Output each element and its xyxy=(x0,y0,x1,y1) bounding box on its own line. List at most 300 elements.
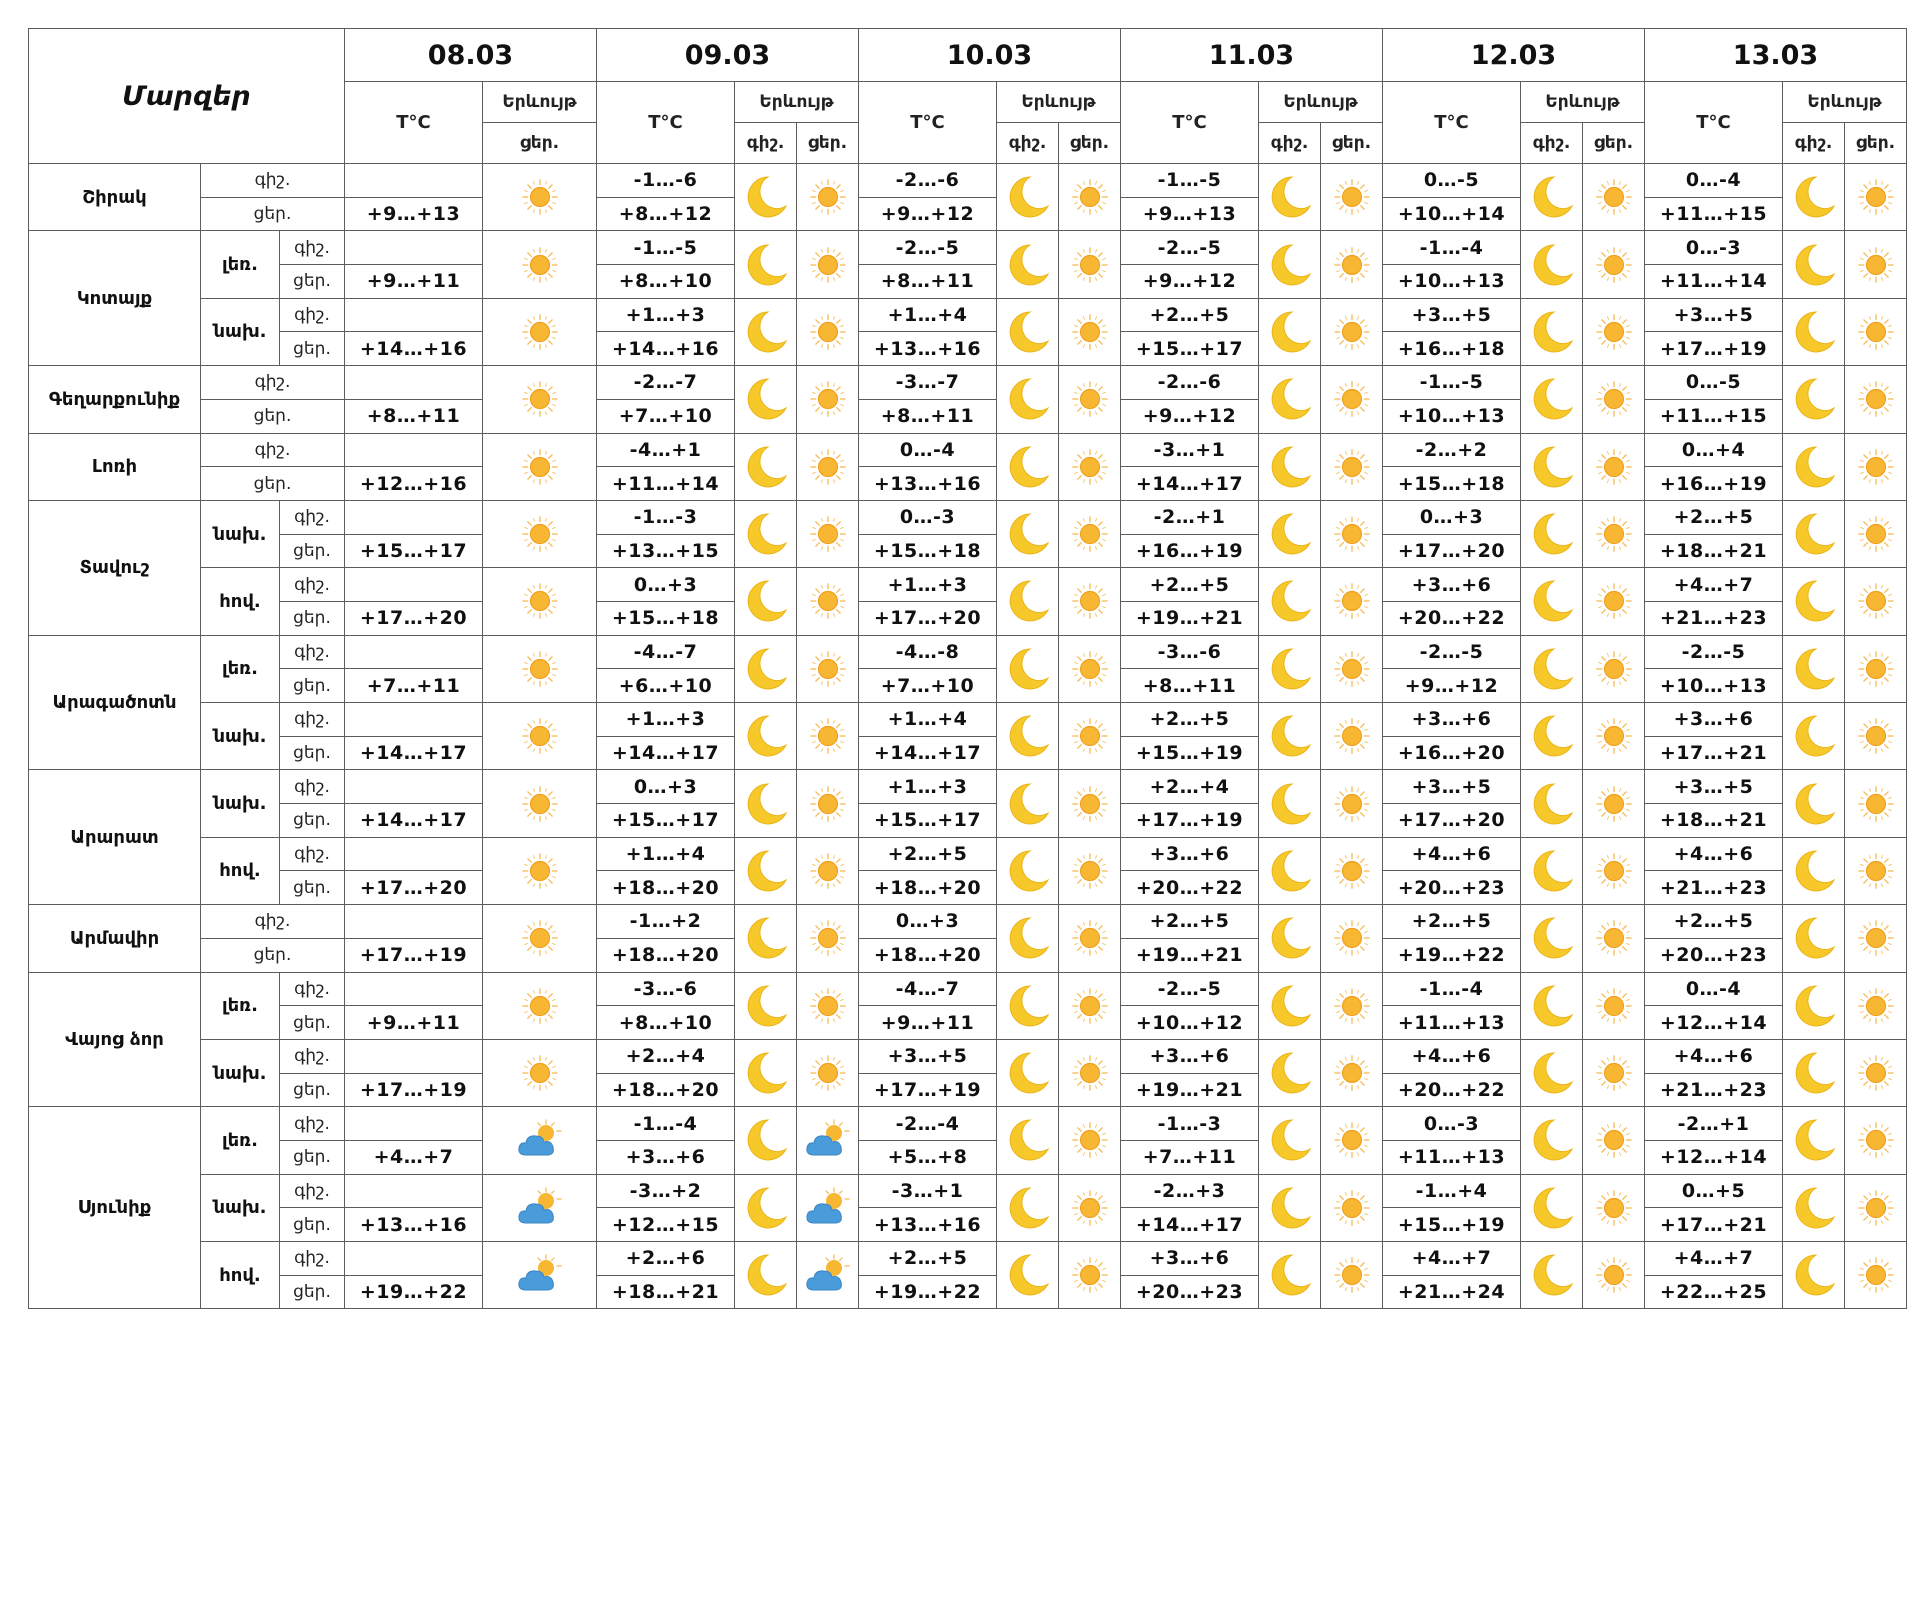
weather-icon-cell xyxy=(1259,568,1321,635)
night-temperature: -4…-7 xyxy=(859,972,997,1006)
night-temperature xyxy=(345,500,483,534)
night-temperature: -3…-6 xyxy=(597,972,735,1006)
day-temperature: +17…+20 xyxy=(345,601,483,635)
day-temperature: +15…+18 xyxy=(1383,467,1521,501)
moon-icon xyxy=(1005,1185,1051,1231)
sun-icon xyxy=(1857,178,1895,216)
sun-icon xyxy=(1857,515,1895,553)
night-label: գիշ. xyxy=(280,1242,345,1276)
weather-icon-cell xyxy=(735,433,797,500)
day-temperature: +9…+13 xyxy=(1121,197,1259,231)
day-temperature: +14…+16 xyxy=(597,332,735,366)
sun-icon xyxy=(1071,852,1109,890)
night-temperature: +3…+6 xyxy=(1121,1039,1259,1073)
weather-icon-cell xyxy=(735,568,797,635)
night-temperature: -1…-3 xyxy=(597,500,735,534)
phenomenon-header: Երևույթ xyxy=(483,82,597,123)
cloud-sun-icon xyxy=(516,1119,564,1161)
night-temperature xyxy=(345,905,483,939)
sun-icon xyxy=(809,380,847,418)
sun-icon xyxy=(1333,650,1371,688)
sun-icon xyxy=(1333,1189,1371,1227)
weather-icon-cell xyxy=(1521,837,1583,904)
day-temperature: +14…+17 xyxy=(859,736,997,770)
day-temperature: +16…+18 xyxy=(1383,332,1521,366)
weather-icon-cell xyxy=(1521,298,1583,365)
weather-icon-cell xyxy=(1259,1039,1321,1106)
day-temperature: +19…+22 xyxy=(345,1275,483,1309)
weather-icon-cell xyxy=(797,500,859,567)
day-header: ցեր. xyxy=(797,123,859,164)
day-temperature: +14…+17 xyxy=(597,736,735,770)
day-label: ցեր. xyxy=(280,1073,345,1107)
weather-icon-cell xyxy=(1521,366,1583,433)
weather-icon-cell xyxy=(1583,231,1645,298)
night-temperature: +2…+4 xyxy=(597,1039,735,1073)
day-temperature: +9…+11 xyxy=(345,1006,483,1040)
day-temperature: +20…+23 xyxy=(1383,871,1521,905)
night-temperature: -3…+2 xyxy=(597,1174,735,1208)
weather-icon-cell xyxy=(997,1107,1059,1174)
moon-icon xyxy=(743,578,789,624)
date-header: 12.03 xyxy=(1383,29,1645,82)
moon-icon xyxy=(1529,713,1575,759)
weather-icon-cell xyxy=(997,298,1059,365)
table-row xyxy=(29,500,1907,534)
weather-icon-cell xyxy=(1259,366,1321,433)
night-header: գիշ. xyxy=(1521,123,1583,164)
weather-icon-cell xyxy=(1259,1107,1321,1174)
weather-icon-cell xyxy=(1521,635,1583,702)
night-temperature: +2…+5 xyxy=(1383,905,1521,939)
day-temperature: +17…+21 xyxy=(1645,736,1783,770)
weather-icon-cell xyxy=(483,298,597,365)
weather-icon-cell xyxy=(1783,703,1845,770)
weather-icon-cell xyxy=(1783,1174,1845,1241)
sun-icon xyxy=(809,919,847,957)
sun-icon xyxy=(1857,313,1895,351)
weather-icon-cell xyxy=(483,972,597,1039)
night-label: գիշ. xyxy=(280,1174,345,1208)
night-temperature: +2…+5 xyxy=(1121,568,1259,602)
day-temperature: +17…+19 xyxy=(345,938,483,972)
cloud-sun-icon xyxy=(516,1187,564,1229)
weather-icon-cell xyxy=(1521,231,1583,298)
weather-icon-cell xyxy=(1783,972,1845,1039)
weather-icon-cell xyxy=(1783,635,1845,702)
night-temperature: -1…-5 xyxy=(1121,164,1259,198)
moon-icon xyxy=(743,983,789,1029)
night-temperature: -2…-6 xyxy=(1121,366,1259,400)
weather-icon-cell xyxy=(1583,1242,1645,1309)
night-temperature: -2…-5 xyxy=(1383,635,1521,669)
weather-icon-cell xyxy=(1059,433,1121,500)
night-temperature: +2…+5 xyxy=(1645,905,1783,939)
weather-icon-cell xyxy=(1583,500,1645,567)
day-temperature: +20…+23 xyxy=(1645,938,1783,972)
day-temperature: +8…+11 xyxy=(345,399,483,433)
day-temperature: +10…+12 xyxy=(1121,1006,1259,1040)
moon-icon xyxy=(1267,713,1313,759)
weather-icon-cell xyxy=(797,905,859,972)
weather-icon-cell xyxy=(1321,1039,1383,1106)
sun-icon xyxy=(1857,380,1895,418)
weather-icon-cell xyxy=(1321,703,1383,770)
night-temperature: +3…+5 xyxy=(1383,770,1521,804)
day-temperature: +9…+12 xyxy=(859,197,997,231)
day-temperature: +9…+11 xyxy=(859,1006,997,1040)
weather-icon-cell xyxy=(1783,433,1845,500)
day-header: ցեր. xyxy=(1845,123,1907,164)
day-temperature: +18…+20 xyxy=(597,871,735,905)
night-header: գիշ. xyxy=(1783,123,1845,164)
weather-icon-cell xyxy=(1583,703,1645,770)
day-temperature: +13…+16 xyxy=(859,467,997,501)
cloud-sun-icon xyxy=(804,1119,852,1161)
weather-icon-cell xyxy=(483,231,597,298)
phenomenon-header: Երևույթ xyxy=(1783,82,1907,123)
weather-icon-cell xyxy=(1059,366,1121,433)
night-label: գիշ. xyxy=(280,837,345,871)
weather-icon-cell xyxy=(1783,164,1845,231)
sun-icon xyxy=(1071,1256,1109,1294)
moon-icon xyxy=(1529,781,1575,827)
subregion-label: լեռ. xyxy=(201,635,280,702)
weather-icon-cell xyxy=(1059,1242,1121,1309)
sun-icon xyxy=(809,785,847,823)
weather-icon-cell xyxy=(483,366,597,433)
moon-icon xyxy=(743,646,789,692)
phenomenon-header: Երևույթ xyxy=(997,82,1121,123)
subregion-label: հով. xyxy=(201,837,280,904)
weather-icon-cell xyxy=(1583,164,1645,231)
region-name: Արարատ xyxy=(29,770,201,905)
weather-icon-cell xyxy=(1583,433,1645,500)
weather-icon-cell xyxy=(1845,568,1907,635)
day-temperature: +12…+14 xyxy=(1645,1006,1783,1040)
day-temperature: +15…+18 xyxy=(859,534,997,568)
day-temperature: +8…+12 xyxy=(597,197,735,231)
day-temperature: +8…+11 xyxy=(1121,669,1259,703)
table-row xyxy=(29,770,1907,804)
weather-icon-cell xyxy=(1321,837,1383,904)
day-temperature: +15…+17 xyxy=(597,804,735,838)
weather-icon-cell xyxy=(1783,1039,1845,1106)
moon-icon xyxy=(1005,1252,1051,1298)
night-temperature xyxy=(345,231,483,265)
day-temperature: +12…+16 xyxy=(345,467,483,501)
night-temperature: +3…+5 xyxy=(1645,770,1783,804)
moon-icon xyxy=(1005,1117,1051,1163)
sun-icon xyxy=(1595,448,1633,486)
weather-icon-cell xyxy=(1845,366,1907,433)
weather-icon-cell xyxy=(797,164,859,231)
subregion-label: նախ. xyxy=(201,770,280,837)
moon-icon xyxy=(743,1185,789,1231)
weather-icon-cell xyxy=(1783,905,1845,972)
weather-icon-cell xyxy=(735,703,797,770)
sun-icon xyxy=(809,246,847,284)
weather-icon-cell xyxy=(735,1107,797,1174)
temperature-header: T°C xyxy=(1121,82,1259,164)
weather-icon-cell xyxy=(1583,568,1645,635)
cloud-sun-icon xyxy=(804,1254,852,1296)
weather-icon-cell xyxy=(735,164,797,231)
moon-icon xyxy=(743,1050,789,1096)
night-temperature: -2…-5 xyxy=(859,231,997,265)
weather-icon-cell xyxy=(1259,703,1321,770)
day-temperature: +20…+22 xyxy=(1383,1073,1521,1107)
weather-icon-cell xyxy=(797,231,859,298)
table-row xyxy=(29,703,1907,737)
sun-icon xyxy=(1857,717,1895,755)
night-temperature: +2…+5 xyxy=(1121,298,1259,332)
weather-icon-cell xyxy=(1521,703,1583,770)
weather-icon-cell xyxy=(1583,298,1645,365)
day-temperature: +12…+15 xyxy=(597,1208,735,1242)
night-temperature: +2…+6 xyxy=(597,1242,735,1276)
weather-icon-cell xyxy=(797,972,859,1039)
weather-icon-cell xyxy=(1321,500,1383,567)
subregion-label: լեռ. xyxy=(201,972,280,1039)
sun-icon xyxy=(521,246,559,284)
night-temperature: -1…-5 xyxy=(597,231,735,265)
weather-icon-cell xyxy=(735,837,797,904)
weather-icon-cell xyxy=(997,568,1059,635)
moon-icon xyxy=(1791,242,1837,288)
moon-icon xyxy=(1005,511,1051,557)
weather-icon-cell xyxy=(1321,1107,1383,1174)
moon-icon xyxy=(1267,848,1313,894)
temperature-header: T°C xyxy=(1383,82,1521,164)
night-temperature: +4…+7 xyxy=(1645,1242,1783,1276)
day-temperature: +21…+23 xyxy=(1645,1073,1783,1107)
weather-icon-cell xyxy=(997,905,1059,972)
night-temperature: -2…-5 xyxy=(1121,231,1259,265)
moon-icon xyxy=(1005,1050,1051,1096)
weather-icon-cell xyxy=(1259,298,1321,365)
moon-icon xyxy=(743,511,789,557)
sun-icon xyxy=(1595,380,1633,418)
weather-icon-cell xyxy=(1583,905,1645,972)
moon-icon xyxy=(1005,174,1051,220)
cloud-sun-icon xyxy=(516,1254,564,1296)
day-temperature: +15…+18 xyxy=(597,601,735,635)
night-temperature: +4…+6 xyxy=(1645,1039,1783,1073)
weather-icon-cell xyxy=(735,231,797,298)
moon-icon xyxy=(743,376,789,422)
night-temperature: -2…-4 xyxy=(859,1107,997,1141)
weather-icon-cell xyxy=(1059,972,1121,1039)
moon-icon xyxy=(743,848,789,894)
moon-icon xyxy=(1005,781,1051,827)
night-temperature: -2…-6 xyxy=(859,164,997,198)
weather-icon-cell xyxy=(1521,905,1583,972)
weather-icon-cell xyxy=(1259,837,1321,904)
sun-icon xyxy=(1071,987,1109,1025)
sun-icon xyxy=(1071,582,1109,620)
night-temperature: +4…+6 xyxy=(1645,837,1783,871)
table-row xyxy=(29,1039,1907,1073)
weather-icon-cell xyxy=(483,164,597,231)
sun-icon xyxy=(521,987,559,1025)
day-temperature: +10…+13 xyxy=(1383,265,1521,299)
day-temperature: +9…+12 xyxy=(1383,669,1521,703)
night-temperature: 0…+3 xyxy=(597,568,735,602)
weather-icon-cell xyxy=(1783,500,1845,567)
weather-icon-cell xyxy=(1845,770,1907,837)
night-temperature xyxy=(345,366,483,400)
table-row xyxy=(29,972,1907,1006)
day-temperature: +13…+15 xyxy=(597,534,735,568)
weather-icon-cell xyxy=(483,703,597,770)
sun-icon xyxy=(1857,1189,1895,1227)
night-temperature: -2…-7 xyxy=(597,366,735,400)
weather-icon-cell xyxy=(797,1107,859,1174)
moon-icon xyxy=(1005,376,1051,422)
weather-icon-cell xyxy=(997,1039,1059,1106)
night-temperature: -2…+1 xyxy=(1645,1107,1783,1141)
region-name: Արագածոտն xyxy=(29,635,201,770)
sun-icon xyxy=(1071,380,1109,418)
sun-icon xyxy=(809,448,847,486)
day-temperature: +19…+22 xyxy=(1383,938,1521,972)
temperature-header: T°C xyxy=(1645,82,1783,164)
sun-icon xyxy=(809,1054,847,1092)
day-label: ցեր. xyxy=(201,399,345,433)
moon-icon xyxy=(1005,578,1051,624)
day-temperature: +18…+20 xyxy=(859,938,997,972)
weather-icon-cell xyxy=(1845,635,1907,702)
day-temperature: +18…+20 xyxy=(597,1073,735,1107)
weather-icon-cell xyxy=(1059,1107,1121,1174)
sun-icon xyxy=(1071,1121,1109,1159)
moon-icon xyxy=(1529,174,1575,220)
temperature-header: T°C xyxy=(597,82,735,164)
night-temperature: -1…-3 xyxy=(1121,1107,1259,1141)
weather-icon-cell xyxy=(797,298,859,365)
night-temperature: +3…+6 xyxy=(1383,703,1521,737)
night-temperature: 0…+5 xyxy=(1645,1174,1783,1208)
day-temperature: +11…+15 xyxy=(1645,197,1783,231)
weather-icon-cell xyxy=(1783,298,1845,365)
day-temperature: +19…+21 xyxy=(1121,1073,1259,1107)
night-temperature: +4…+7 xyxy=(1645,568,1783,602)
night-temperature: +3…+5 xyxy=(859,1039,997,1073)
region-name: Գեղարքունիք xyxy=(29,366,201,433)
night-temperature: -1…-4 xyxy=(1383,231,1521,265)
day-temperature: +15…+19 xyxy=(1121,736,1259,770)
weather-icon-cell xyxy=(735,972,797,1039)
moon-icon xyxy=(1267,983,1313,1029)
weather-icon-cell xyxy=(797,1174,859,1241)
forecast-container xyxy=(28,28,1907,1309)
weather-icon-cell xyxy=(1321,433,1383,500)
night-label: գիշ. xyxy=(201,366,345,400)
sun-icon xyxy=(1595,313,1633,351)
day-label: ցեր. xyxy=(280,1006,345,1040)
day-temperature: +13…+16 xyxy=(859,1208,997,1242)
weather-icon-cell xyxy=(1521,1242,1583,1309)
night-temperature: +1…+3 xyxy=(597,703,735,737)
weather-icon-cell xyxy=(1321,231,1383,298)
weather-icon-cell xyxy=(1321,1242,1383,1309)
weather-icon-cell xyxy=(1783,231,1845,298)
moon-icon xyxy=(1529,646,1575,692)
day-temperature: +21…+23 xyxy=(1645,871,1783,905)
subregion-label: նախ. xyxy=(201,298,280,365)
weather-icon-cell xyxy=(1321,298,1383,365)
weather-icon-cell xyxy=(1059,500,1121,567)
day-temperature: +13…+16 xyxy=(345,1208,483,1242)
sun-icon xyxy=(1333,852,1371,890)
day-temperature: +17…+19 xyxy=(345,1073,483,1107)
weather-icon-cell xyxy=(1783,366,1845,433)
day-temperature: +11…+14 xyxy=(597,467,735,501)
day-temperature: +15…+17 xyxy=(859,804,997,838)
weather-icon-cell xyxy=(483,433,597,500)
weather-icon-cell xyxy=(735,905,797,972)
day-temperature: +18…+21 xyxy=(597,1275,735,1309)
day-temperature: +17…+20 xyxy=(859,601,997,635)
moon-icon xyxy=(1267,1117,1313,1163)
day-temperature: +7…+11 xyxy=(1121,1140,1259,1174)
phenomenon-header: Երևույթ xyxy=(735,82,859,123)
day-temperature: +15…+17 xyxy=(345,534,483,568)
day-temperature: +18…+21 xyxy=(1645,534,1783,568)
table-row xyxy=(29,635,1907,669)
weather-icon-cell xyxy=(997,164,1059,231)
weather-icon-cell xyxy=(483,500,597,567)
day-temperature: +10…+13 xyxy=(1383,399,1521,433)
night-temperature: -3…+1 xyxy=(1121,433,1259,467)
night-temperature: +4…+6 xyxy=(1383,837,1521,871)
weather-icon-cell xyxy=(483,1174,597,1241)
night-label: գիշ. xyxy=(280,770,345,804)
moon-icon xyxy=(1005,848,1051,894)
day-temperature: +3…+6 xyxy=(597,1140,735,1174)
night-temperature: 0…-5 xyxy=(1383,164,1521,198)
weather-icon-cell xyxy=(1521,770,1583,837)
moon-icon xyxy=(1267,1185,1313,1231)
sun-icon xyxy=(1857,785,1895,823)
night-temperature: -1…-6 xyxy=(597,164,735,198)
moon-icon xyxy=(1005,242,1051,288)
day-label: ցեր. xyxy=(280,871,345,905)
moon-icon xyxy=(1005,444,1051,490)
temperature-header: T°C xyxy=(859,82,997,164)
sun-icon xyxy=(1857,1256,1895,1294)
weather-icon-cell xyxy=(997,1242,1059,1309)
region-name: Տավուշ xyxy=(29,500,201,635)
weather-icon-cell xyxy=(1783,837,1845,904)
night-label: գիշ. xyxy=(280,635,345,669)
night-temperature: 0…-3 xyxy=(1383,1107,1521,1141)
day-temperature: +20…+23 xyxy=(1121,1275,1259,1309)
sun-icon xyxy=(809,178,847,216)
night-temperature: +1…+3 xyxy=(859,770,997,804)
night-header: գիշ. xyxy=(997,123,1059,164)
weather-icon-cell xyxy=(1321,568,1383,635)
sun-icon xyxy=(1333,1121,1371,1159)
weather-icon-cell xyxy=(483,905,597,972)
night-label: գիշ. xyxy=(280,231,345,265)
weather-icon-cell xyxy=(1321,164,1383,231)
night-temperature: 0…+3 xyxy=(1383,500,1521,534)
day-temperature: +18…+20 xyxy=(597,938,735,972)
night-temperature: -1…-4 xyxy=(1383,972,1521,1006)
day-temperature: +10…+13 xyxy=(1645,669,1783,703)
